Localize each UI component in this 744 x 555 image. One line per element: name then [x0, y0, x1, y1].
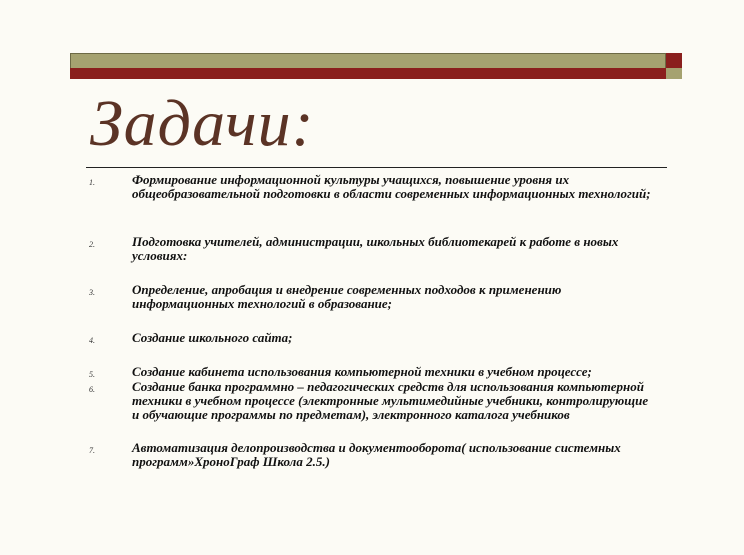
list-item: Создание кабинета использования компьютерной техники в учебном процессе;: [132, 364, 592, 379]
slide-title: Задачи:: [90, 87, 315, 160]
list-item-number: 4.: [89, 336, 95, 345]
list-item: Формирование информационной культуры учащихся, повышение уровня их общеобразовательной подготовки в области современных информационных технологий;: [132, 172, 651, 201]
list-item: Определение, апробация и внедрение современных подходов к применению информационных технологий в образование;: [132, 282, 562, 311]
list-item-number: 1.: [89, 178, 95, 187]
list-item-number: 2.: [89, 240, 95, 249]
header-bar-end-olive: [666, 68, 682, 79]
list-item-number: 5.: [89, 370, 95, 379]
list-item-number: 3.: [89, 288, 95, 297]
header-bar-olive: [70, 53, 666, 69]
title-underline: [86, 167, 667, 168]
list-item: Подготовка учителей, администрации, школьных библиотекарей к работе в новых условиях:: [132, 234, 619, 263]
list-item-number: 7.: [89, 446, 95, 455]
list-item: Создание школьного сайта;: [132, 330, 293, 345]
list-item: Автоматизация делопроизводства и документооборота( использование системных программ»ХроноГраф Школа 2.5.): [132, 440, 621, 469]
header-bar-red: [70, 68, 666, 79]
header-bar-end-red: [666, 53, 682, 68]
list-item: Создание банка программно – педагогических средств для использования компьютерной техники в учебном процессе (электронные мультимедийные учебники, контролирующие и обучающие программы по предметам), электронного каталога учебников: [132, 379, 649, 422]
list-item-number: 6.: [89, 385, 95, 394]
